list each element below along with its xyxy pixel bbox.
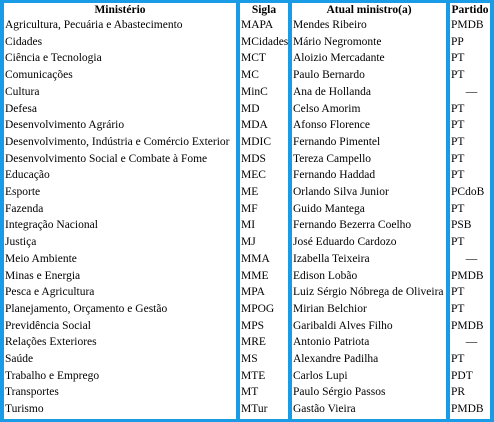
party-cell: PT (451, 353, 465, 365)
table-row (0, 401, 494, 418)
table-row (0, 167, 494, 184)
party-cell: PDT (451, 369, 473, 382)
header-ministerio: Ministério (94, 4, 146, 16)
ministry-cell: Defesa (5, 102, 37, 115)
ministry-cell: Agricultura, Pecuária e Abastecimento (5, 19, 183, 31)
party-cell: PT (451, 52, 465, 65)
minister-cell: Mário Negromonte (293, 35, 382, 48)
minister-cell: Orlando Silva Junior (293, 186, 389, 198)
acronym-cell: MD (241, 102, 260, 115)
party-cell: PT (451, 169, 465, 182)
table-row (0, 234, 494, 251)
acronym-cell: MPA (241, 286, 265, 299)
minister-cell: Paulo Bernardo (293, 69, 365, 82)
party-cell: PT (451, 302, 465, 315)
table-row (0, 251, 494, 268)
table-row (0, 101, 494, 118)
acronym-cell: MTE (241, 369, 266, 382)
acronym-cell: MAPA (241, 19, 274, 31)
table-row (0, 34, 494, 51)
ministry-cell: Cultura (5, 85, 40, 98)
minister-cell: José Eduardo Cardozo (293, 236, 397, 249)
ministry-cell: Educação (5, 169, 50, 182)
acronym-cell: ME (241, 186, 259, 198)
party-cell: PCdoB (451, 186, 485, 198)
acronym-cell: MDA (241, 119, 268, 132)
table-row (0, 368, 494, 385)
header-sigla: Sigla (251, 4, 277, 16)
party-cell: PMDB (451, 319, 484, 332)
acronym-cell: MEC (241, 169, 266, 182)
minister-cell: Luiz Sérgio Nóbrega de Oliveira (293, 286, 444, 299)
table-row (0, 334, 494, 351)
table-row (0, 184, 494, 201)
minister-cell: Mendes Ribeiro (293, 19, 367, 31)
minister-cell: Ana de Hollanda (293, 85, 371, 98)
table-row (0, 217, 494, 234)
acronym-cell: MF (241, 202, 258, 215)
ministry-cell: Ciência e Tecnologia (5, 52, 102, 65)
table-row (0, 351, 494, 368)
minister-cell: Fernando Pimentel (293, 135, 381, 148)
acronym-cell: MC (241, 69, 259, 82)
ministry-cell: Fazenda (5, 202, 44, 215)
ministry-cell: Comunicações (5, 69, 73, 82)
acronym-cell: MRE (241, 336, 266, 349)
minister-cell: Antonio Patriota (293, 336, 370, 349)
party-cell: PMDB (451, 269, 484, 282)
table-row (0, 50, 494, 67)
party-cell: PMDB (451, 19, 484, 31)
party-cell: PSB (451, 219, 472, 232)
party-cell: PMDB (451, 403, 484, 416)
ministry-cell: Planejamento, Orçamento e Gestão (5, 302, 168, 315)
acronym-cell: MI (241, 219, 256, 232)
party-cell: — (465, 336, 478, 349)
ministry-cell: Transportes (5, 386, 59, 399)
acronym-cell: MCT (241, 52, 266, 65)
table-row (0, 301, 494, 318)
ministry-cell: Turismo (5, 403, 44, 416)
party-cell: PT (451, 69, 465, 82)
table-row (0, 84, 494, 101)
party-cell: PT (451, 286, 465, 299)
acronym-cell: MPOG (241, 302, 275, 315)
party-cell: PT (451, 119, 465, 132)
minister-cell: Fernando Haddad (293, 169, 376, 182)
table-row (0, 151, 494, 168)
party-cell: PT (451, 202, 465, 215)
party-cell: PT (451, 135, 465, 148)
table-row (0, 17, 494, 34)
acronym-cell: MT (241, 386, 259, 399)
minister-cell: Paulo Sérgio Passos (293, 386, 386, 399)
table-row (0, 284, 494, 301)
table-row (0, 384, 494, 401)
ministry-cell: Justiça (5, 236, 37, 249)
ministry-cell: Trabalho e Emprego (5, 369, 100, 382)
party-cell: — (465, 252, 478, 265)
table-row (0, 67, 494, 84)
minister-cell: Guido Mantega (293, 202, 365, 215)
minister-cell: Edison Lobão (293, 269, 358, 282)
ministry-cell: Minas e Energia (5, 269, 81, 282)
minister-cell: Mirian Belchior (293, 302, 367, 315)
acronym-cell: MJ (241, 236, 256, 249)
minister-cell: Gastão Vieira (293, 403, 356, 416)
ministry-cell: Desenvolvimento Social e Combate à Fome (5, 152, 208, 165)
ministry-cell: Esporte (5, 186, 41, 198)
table-row (0, 117, 494, 134)
minister-cell: Carlos Lupi (293, 369, 348, 382)
minister-cell: Alexandre Padilha (293, 353, 379, 365)
party-cell: — (465, 85, 478, 98)
acronym-cell: MTur (241, 403, 268, 416)
acronym-cell: MCidades (241, 35, 289, 48)
ministry-cell: Previdência Social (5, 319, 91, 332)
table-row (0, 134, 494, 151)
party-cell: PT (451, 102, 465, 115)
party-cell: PT (451, 236, 465, 249)
acronym-cell: MDS (241, 152, 266, 165)
ministry-cell: Pesca e Agricultura (5, 286, 95, 299)
ministry-cell: Desenvolvimento Agrário (5, 119, 125, 132)
header-partido: Partido (451, 4, 489, 16)
table-row (0, 268, 494, 285)
table-row (0, 201, 494, 218)
minister-cell: Aloizio Mercadante (293, 52, 385, 65)
table-row (0, 318, 494, 335)
acronym-cell: MME (241, 269, 269, 282)
ministry-cell: Cidades (5, 35, 43, 48)
party-cell: PT (451, 152, 465, 165)
acronym-cell: MPS (241, 319, 265, 332)
ministry-cell: Desenvolvimento, Indústria e Comércio Exterior (5, 135, 230, 148)
ministry-cell: Relações Exteriores (5, 336, 97, 349)
ministry-cell: Integração Nacional (5, 219, 98, 232)
ministry-cell: Meio Ambiente (5, 252, 77, 265)
party-cell: PP (451, 35, 464, 48)
acronym-cell: MDIC (241, 135, 272, 148)
ministry-cell: Saúde (5, 353, 34, 365)
minister-cell: Izabella Teixeira (293, 252, 370, 265)
party-cell: PR (451, 386, 466, 399)
minister-cell: Tereza Campello (293, 152, 372, 165)
header-ministro: Atual ministro(a) (326, 4, 412, 16)
acronym-cell: MinC (241, 85, 268, 98)
acronym-cell: MS (241, 353, 258, 365)
acronym-cell: MMA (241, 252, 270, 265)
minister-cell: Celso Amorim (293, 102, 361, 115)
minister-cell: Fernando Bezerra Coelho (293, 219, 412, 232)
minister-cell: Garibaldi Alves Filho (293, 319, 393, 332)
minister-cell: Afonso Florence (293, 119, 370, 132)
